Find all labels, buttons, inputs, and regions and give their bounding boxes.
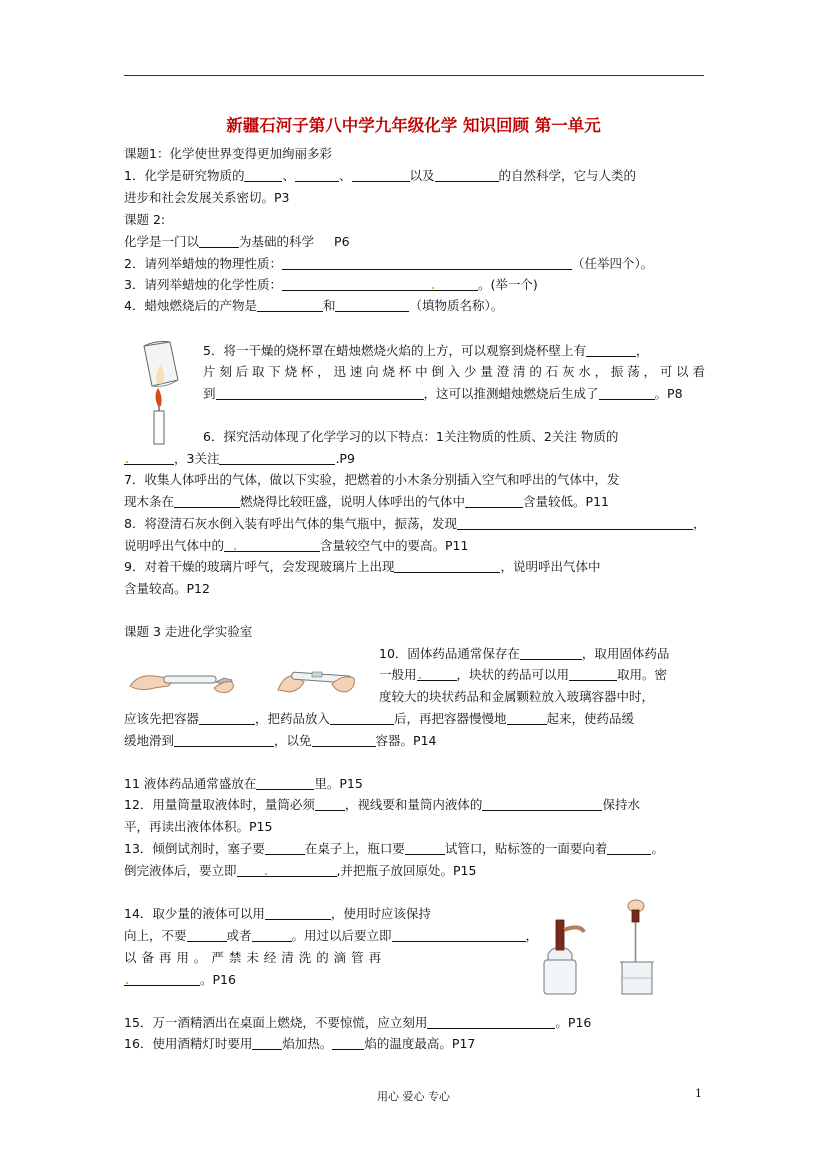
blank [465, 494, 523, 508]
blank [569, 667, 617, 681]
text: 燃烧得比较旺盛，说明人体呼出的气体中 [240, 494, 466, 509]
q10-line1 [379, 646, 669, 662]
text: ，块状的药品可以用 [456, 667, 570, 682]
text: ，说明呼出气体中 [500, 559, 601, 574]
text: 应该先把容器 [124, 711, 200, 726]
q12-line2: 平，再读出液体体积。P15 [124, 819, 273, 834]
text: ，视线要和量筒内液体的 [344, 797, 483, 812]
text: 4．蜡烛燃烧后的产物是 [124, 298, 257, 313]
blank [174, 733, 274, 747]
text: 含量较低。P11 [523, 494, 609, 509]
blank [405, 841, 445, 855]
text: 11 液体药品通常盛放在 [124, 776, 257, 791]
blank [265, 841, 305, 855]
dropper-beaker-icon [620, 900, 654, 994]
q14-line2 [124, 928, 538, 944]
text: 、 [282, 168, 295, 183]
text: （填物质名称）。 [409, 298, 504, 313]
blank [520, 646, 582, 660]
q14-line4 [124, 972, 236, 988]
text: 1．化学是研究物质的 [124, 168, 245, 183]
text: ， [525, 928, 539, 943]
q5-line2: 片刻后取下烧杯，迅速向烧杯中倒入少量澄清的石灰水，振荡，可以看 [203, 364, 705, 379]
blank [394, 559, 500, 573]
text: 容器。P14 [375, 733, 437, 748]
text: 8．将澄清石灰水倒入装有呼出气体的集气瓶中，振荡，发现 [124, 516, 457, 531]
blank [199, 234, 239, 248]
text: 保持水 [602, 797, 640, 812]
q11-line [124, 776, 363, 792]
text: 倒完液体后，要立即 [124, 863, 237, 878]
text: 说明呼出气体中的 [124, 538, 225, 553]
blank [315, 797, 345, 811]
blank [427, 1015, 555, 1029]
text: 、 [338, 168, 352, 183]
text: 14．取少量的液体可以用 [124, 906, 265, 921]
q10-line4 [124, 711, 634, 727]
q4-line [124, 298, 503, 314]
section-3-heading: 课题 3 走进化学实验室 [124, 624, 253, 639]
blank [417, 667, 457, 681]
text: 和 [322, 298, 336, 313]
text: 到 [203, 386, 216, 401]
text: 。 [651, 841, 664, 856]
blank [282, 256, 572, 270]
q14-line1 [124, 906, 431, 922]
text: 在桌子上，瓶口要 [304, 841, 405, 856]
text: 焰加热。 [282, 1036, 333, 1051]
q9-line1 [124, 559, 600, 575]
q7-line2 [124, 494, 609, 510]
blank [312, 733, 376, 747]
text: 3．请列举蜡烛的化学性质： [124, 277, 282, 292]
text: 一般用 [379, 667, 417, 682]
text: ，这可以推测蜡烛燃烧后生成了 [423, 386, 599, 401]
dropper-bottle-illustration [536, 898, 676, 998]
q10-line3: 度较大的块状药品和金属颗粒放入玻璃容器中时， [379, 689, 655, 704]
q14-line3: 以 备 再 用 。 严 禁 未 经 清 洗 的 滴 管 再 [124, 950, 382, 965]
q8-line1 [124, 516, 705, 532]
text: P6 [334, 234, 350, 249]
text: 15．万一酒精洒出在桌面上燃烧，不要惊慌，应立刻用 [124, 1015, 428, 1030]
text: 向上，不要 [124, 928, 187, 943]
hand-horizontal-tube-icon [130, 676, 233, 693]
text: 2．请列举蜡烛的物理性质： [124, 256, 282, 271]
text: 。(举一个) [477, 277, 538, 292]
q12-line1 [124, 797, 640, 813]
blank [187, 928, 227, 942]
text: 13．倾倒试剂时，塞子要 [124, 841, 265, 856]
blank [224, 538, 320, 552]
blank [352, 168, 410, 182]
text: 。P16 [555, 1015, 592, 1030]
text: 取用。密 [617, 667, 668, 682]
blank [392, 928, 526, 942]
text: 现木条在 [124, 494, 175, 509]
q13-line1 [124, 841, 664, 857]
text: ,并把瓶子放回原处。P15 [336, 863, 477, 878]
blank [257, 298, 323, 312]
text: ，取用固体药品 [581, 646, 670, 661]
text: ， [692, 516, 706, 531]
blank [607, 841, 651, 855]
dropper-bottle-icon [544, 920, 584, 994]
blank [174, 494, 240, 508]
text: 或者 [226, 928, 252, 943]
text: 。P16 [200, 972, 236, 987]
text: .P9 [335, 451, 355, 466]
text: 。P8 [654, 386, 683, 401]
text: 16．使用酒精灯时要用 [124, 1036, 253, 1051]
text: 起来，使药品缓 [546, 711, 635, 726]
flame-icon [156, 388, 162, 406]
q2-line [124, 256, 653, 272]
text: ，3关注 [174, 451, 220, 466]
section-2-heading: 课题 2: [124, 212, 166, 227]
blank [256, 776, 314, 790]
blank [482, 797, 602, 811]
q16-line [124, 1036, 475, 1052]
blank [507, 711, 547, 725]
candle-icon [154, 411, 164, 444]
q1-line1 [124, 168, 636, 184]
blank [252, 1036, 282, 1050]
blank [265, 906, 331, 920]
text: 以及 [409, 168, 435, 183]
text: 缓地滑到 [124, 733, 175, 748]
text: 9．对着干燥的玻璃片呼气，会发现玻璃片上出现 [124, 559, 395, 574]
text: ，把药品放入 [255, 711, 331, 726]
text: 5．将一干燥的烧杯罩在蜡烛燃烧火焰的上方，可以观察到烧杯壁上有 [203, 343, 586, 358]
page-number: 1 [695, 1087, 702, 1100]
q5-line1 [203, 343, 648, 359]
q9-line2: 含量较高。P12 [124, 581, 210, 596]
blank [216, 386, 424, 400]
text: ，以免 [274, 733, 312, 748]
blank [219, 451, 335, 465]
text: 里。P15 [314, 776, 363, 791]
q6-line2 [124, 451, 355, 467]
text: 12．用量筒量取液体时，量筒必须 [124, 797, 315, 812]
page-title: 新疆石河子第八中学九年级化学 知识回顾 第一单元 [226, 116, 601, 135]
q6-line1: 6．探究活动体现了化学学习的以下特点：1关注物质的性质、2关注 物质的 [203, 429, 619, 444]
q10-line5 [124, 733, 436, 749]
text: ，使用时应该保持 [330, 906, 431, 921]
q-chemistry-basis [124, 234, 350, 250]
blank [335, 298, 409, 312]
blank [237, 863, 337, 877]
text: 试管口，贴标签的一面要向着 [444, 841, 608, 856]
test-tube-hands-illustration [128, 660, 358, 698]
beaker-candle-illustration [136, 338, 186, 448]
text: （任举四个）。 [571, 256, 654, 271]
blank [332, 1036, 364, 1050]
blank [244, 168, 282, 182]
text: 焰的温度最高。P17 [364, 1036, 476, 1051]
blank [457, 516, 693, 530]
blank [599, 386, 655, 400]
text: 的自然科学，它与人类的 [498, 168, 637, 183]
text: 后，再把容器慢慢地 [394, 711, 507, 726]
blank [124, 972, 200, 986]
q8-line2 [124, 538, 468, 554]
section-1-heading: 课题1：化学使世界变得更加绚丽多彩 [124, 146, 332, 161]
blank [124, 451, 174, 465]
q10-line2 [379, 667, 667, 683]
q5-line3 [203, 386, 683, 402]
q3-line [124, 277, 538, 293]
text: 含量较空气中的要高。P11 [320, 538, 469, 553]
text: ， [635, 343, 649, 358]
text: 为基础的科学 [239, 234, 315, 249]
q7-line1: 7．收集人体呼出的气体，做以下实验，把燃着的小木条分别插入空气和呼出的气体中，发 [124, 472, 620, 487]
blank [199, 711, 255, 725]
q1-line2: 进步和社会发展关系密切。P3 [124, 190, 290, 205]
text: 化学是一门以 [124, 234, 200, 249]
blank [586, 343, 636, 357]
q15-line [124, 1015, 591, 1031]
q13-line2 [124, 863, 476, 879]
blank [295, 168, 339, 182]
blank [282, 277, 478, 291]
blank [435, 168, 499, 182]
page-footer: 用心 爱心 专心 [377, 1090, 450, 1103]
text: 10．固体药品通常保存在 [379, 646, 520, 661]
hand-tilted-tube-icon [278, 672, 354, 692]
header-rule [124, 75, 704, 76]
blank [330, 711, 394, 725]
blank [252, 928, 292, 942]
text: 。用过以后要立即 [291, 928, 392, 943]
